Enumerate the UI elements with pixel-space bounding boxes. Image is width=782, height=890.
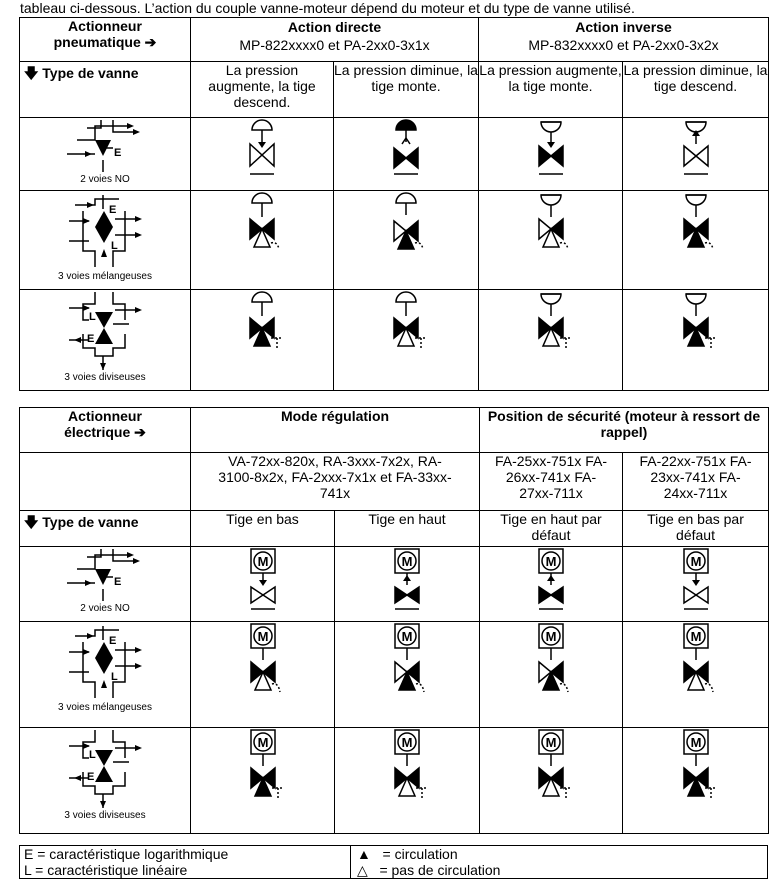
svg-text:M: M <box>401 554 413 569</box>
legend <box>19 845 768 879</box>
motor-symbol-cell <box>335 728 480 834</box>
svg-text:M: M <box>401 735 413 750</box>
valve-type-cell: L E 3 voies diviseuses <box>20 728 191 834</box>
safety-models-a: FA-25xx-751x FA-26xx-741x FA-27xx-711x <box>480 453 623 511</box>
svg-text:M: M <box>690 735 701 750</box>
two-way-no-valve-diagram-icon <box>55 547 155 603</box>
column-header: La pression augmente, la tige descend. <box>191 62 334 118</box>
svg-text:M: M <box>545 629 557 644</box>
motor-valve-symbol-icon <box>531 547 571 611</box>
diaphragm-valve-symbol-icon <box>386 118 426 178</box>
three-way-valve-symbol-icon <box>671 191 721 255</box>
svg-text:L: L <box>111 240 118 252</box>
three-way-valve-symbol-icon <box>237 290 287 354</box>
motor-valve-symbol-icon <box>243 547 283 611</box>
pneumatic-symbol-cell <box>623 290 769 391</box>
motor-symbol-cell <box>191 622 335 728</box>
direct-action-header: Action directe MP-822xxxx0 et PA-2xx0-3x1x <box>191 18 479 62</box>
svg-text:E: E <box>114 147 122 159</box>
valve-type-cell: E 2 voies NO <box>20 547 191 622</box>
svg-text:E: E <box>114 576 122 588</box>
diaphragm-valve-symbol-icon <box>531 118 571 178</box>
safety-position-header: Position de sécurité (moteur à ressort de rappel) <box>480 408 769 453</box>
legend-characteristics <box>20 846 351 879</box>
pneumatic-symbol-cell <box>334 191 479 290</box>
motor-three-way-valve-symbol-icon <box>382 728 432 804</box>
motor-three-way-valve-symbol-icon <box>526 622 576 698</box>
regulation-models: VA-72xx-820x, RA-3xxx-7x2x, RA-3100-8x2x, FA-2xxx-7x1x et FA-33xx-741x <box>191 453 480 511</box>
pneumatic-symbol-cell <box>191 118 334 191</box>
inverse-action-header: Action inverse MP-832xxxx0 et PA-2xx0-3x2x <box>479 18 769 62</box>
three-way-valve-symbol-icon <box>526 191 576 255</box>
three-way-valve-symbol-icon <box>237 191 287 255</box>
motor-three-way-valve-symbol-icon <box>526 728 576 804</box>
pneumatic-actuator-table <box>19 17 769 391</box>
motor-three-way-valve-symbol-icon <box>671 622 721 698</box>
motor-symbol-cell <box>480 547 623 622</box>
valve-type-header: 🡇 Type de vanne <box>20 62 191 118</box>
empty-cell <box>20 453 191 511</box>
pneumatic-symbol-cell <box>623 191 769 290</box>
motor-three-way-valve-symbol-icon <box>238 728 288 804</box>
svg-text:M: M <box>690 554 701 569</box>
electric-actuator-table <box>19 407 769 834</box>
svg-text:M: M <box>545 554 557 569</box>
motor-symbol-cell <box>191 728 335 834</box>
motor-symbol-cell <box>335 622 480 728</box>
valve-type-header: 🡇 Type de vanne <box>20 511 191 547</box>
svg-text:M: M <box>401 629 413 644</box>
svg-text:M: M <box>690 629 701 644</box>
legend-linear: L = caractéristique linéaire <box>24 862 188 878</box>
svg-text:M: M <box>545 735 557 750</box>
column-header: La pression diminue, la tige monte. <box>334 62 479 118</box>
column-header: La pression augmente, la tige monte. <box>479 62 623 118</box>
motor-valve-symbol-icon <box>387 547 427 611</box>
three-way-valve-symbol-icon <box>381 191 431 255</box>
svg-text:E: E <box>87 333 95 345</box>
intro-text: tableau ci-dessous. L’action du couple vanne-moteur dépend du moteur et du type de vanne utilisé. <box>20 0 635 16</box>
svg-text:M: M <box>257 554 268 569</box>
column-header: Tige en bas par défaut <box>623 511 769 547</box>
three-way-mixing-valve-diagram-icon <box>55 622 155 702</box>
pneumatic-symbol-cell <box>334 290 479 391</box>
svg-text:E: E <box>87 771 95 783</box>
arrow-down-icon: 🡇 <box>24 514 39 530</box>
motor-three-way-valve-symbol-icon <box>671 728 721 804</box>
three-way-diverting-valve-diagram-icon <box>55 290 155 372</box>
column-header: Tige en haut par défaut <box>480 511 623 547</box>
diaphragm-valve-symbol-icon <box>242 118 282 178</box>
svg-text:E: E <box>109 204 117 216</box>
open-triangle-icon: △ <box>357 862 368 878</box>
motor-symbol-cell <box>623 728 769 834</box>
pneumatic-symbol-cell <box>191 290 334 391</box>
motor-symbol-cell <box>623 547 769 622</box>
column-header: Tige en bas <box>191 511 335 547</box>
valve-type-cell: E L 3 voies mélangeuses <box>20 622 191 728</box>
three-way-valve-symbol-icon <box>526 290 576 354</box>
arrow-down-icon: 🡇 <box>24 65 39 81</box>
pneumatic-symbol-cell <box>191 191 334 290</box>
motor-symbol-cell <box>480 622 623 728</box>
svg-text:L: L <box>89 749 96 761</box>
motor-three-way-valve-symbol-icon <box>382 622 432 698</box>
motor-valve-symbol-icon <box>676 547 716 611</box>
electric-actuator-header: Actionneur électrique ➔ <box>20 408 191 453</box>
motor-symbol-cell <box>623 622 769 728</box>
svg-text:E: E <box>109 635 117 647</box>
pneumatic-symbol-cell <box>479 191 623 290</box>
motor-symbol-cell <box>335 547 480 622</box>
pneumatic-symbol-cell <box>479 290 623 391</box>
valve-type-cell: E 2 voies NO <box>20 118 191 191</box>
three-way-mixing-valve-diagram-icon <box>55 191 155 271</box>
motor-symbol-cell <box>191 547 335 622</box>
legend-flow: ▲ = circulation △ = pas de circulation <box>351 846 768 879</box>
svg-text:L: L <box>89 311 96 323</box>
valve-type-cell: L E 3 voies diviseuses <box>20 290 191 391</box>
two-way-no-valve-diagram-icon <box>55 118 155 174</box>
three-way-valve-symbol-icon <box>671 290 721 354</box>
valve-type-cell: E L 3 voies mélangeuses <box>20 191 191 290</box>
motor-three-way-valve-symbol-icon <box>238 622 288 698</box>
diaphragm-valve-symbol-icon <box>676 118 716 178</box>
motor-symbol-cell <box>480 728 623 834</box>
pneumatic-symbol-cell <box>334 118 479 191</box>
svg-text:L: L <box>111 671 118 683</box>
pneumatic-symbol-cell <box>623 118 769 191</box>
pneumatic-symbol-cell <box>479 118 623 191</box>
regulation-mode-header: Mode régulation <box>191 408 480 453</box>
legend-log: E = caractéristique logarithmique <box>24 846 229 862</box>
pneumatic-actuator-header: Actionneur pneumatique ➔ <box>20 18 191 62</box>
three-way-valve-symbol-icon <box>381 290 431 354</box>
safety-models-b: FA-22xx-751x FA-23xx-741x FA-24xx-711x <box>623 453 769 511</box>
column-header: La pression diminue, la tige descend. <box>623 62 769 118</box>
three-way-diverting-valve-diagram-icon <box>55 728 155 810</box>
svg-text:M: M <box>257 629 268 644</box>
svg-text:M: M <box>257 735 268 750</box>
filled-triangle-icon: ▲ <box>357 846 371 862</box>
column-header: Tige en haut <box>335 511 480 547</box>
